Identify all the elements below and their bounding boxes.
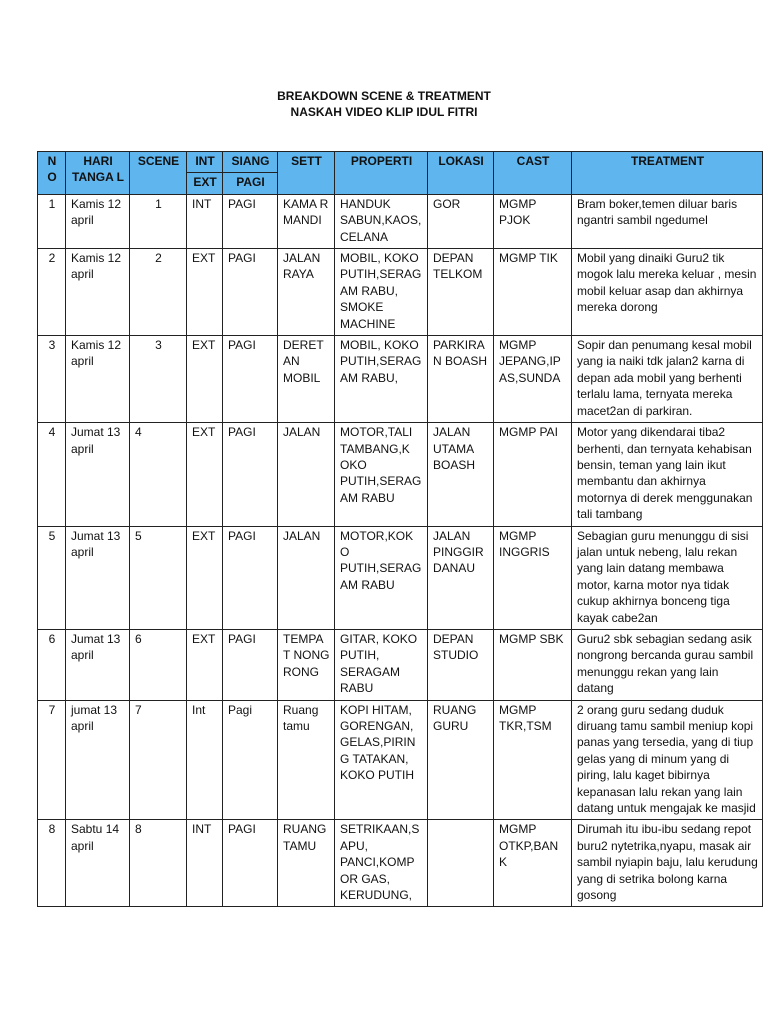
cell-properti: GITAR, KOKO PUTIH, SERAGAM RABU (335, 629, 428, 700)
cell-scene: 3 (130, 336, 187, 423)
cell-waktu: PAGI (223, 629, 278, 700)
cell-no: 4 (38, 423, 66, 526)
header-treatment: TREATMENT (572, 152, 763, 195)
cell-lokasi: GOR (428, 194, 494, 248)
breakdown-table (37, 151, 763, 907)
cell-scene: 1 (130, 194, 187, 248)
cell-sett: JALAN (278, 423, 335, 526)
cell-properti: HANDUK SABUN,KAOS, CELANA (335, 194, 428, 248)
title-line-1: BREAKDOWN SCENE & TREATMENT (277, 89, 491, 103)
cell-waktu: PAGI (223, 336, 278, 423)
cell-waktu: PAGI (223, 820, 278, 907)
cell-cast: MGMP PJOK (494, 194, 572, 248)
cell-properti: KOPI HITAM, GORENGAN, GELAS,PIRIN G TATAKAN, KOKO PUTIH (335, 700, 428, 820)
header-cast: CAST (494, 152, 572, 195)
cell-lokasi (428, 820, 494, 907)
cell-int-ext: EXT (187, 249, 223, 336)
cell-int-ext: EXT (187, 629, 223, 700)
cell-sett: DERET AN MOBIL (278, 336, 335, 423)
cell-scene: 8 (130, 820, 187, 907)
table-row (38, 423, 763, 526)
header-sett: SETT (278, 152, 335, 195)
cell-treatment: Mobil yang dinaiki Guru2 tik mogok lalu mereka keluar , mesin mobil keluar asap dan akhirnya mereka dorong (572, 249, 763, 336)
header-int: INT (187, 152, 223, 173)
cell-int-ext: EXT (187, 336, 223, 423)
cell-lokasi: DEPAN TELKOM (428, 249, 494, 336)
cell-cast: MGMP OTKP,BAN K (494, 820, 572, 907)
cell-int-ext: EXT (187, 526, 223, 629)
table-row (38, 700, 763, 820)
cell-properti: MOBIL, KOKO PUTIH,SERAG AM RABU, SMOKE MACHINE (335, 249, 428, 336)
cell-cast: MGMP TKR,TSM (494, 700, 572, 820)
title-line-2: NASKAH VIDEO KLIP IDUL FITRI (290, 105, 478, 119)
cell-hari-tanggal: jumat 13 april (66, 700, 130, 820)
cell-properti: MOBIL, KOKO PUTIH,SERAG AM RABU, (335, 336, 428, 423)
cell-properti: MOTOR,TALI TAMBANG,K OKO PUTIH,SERAG AM RABU (335, 423, 428, 526)
table-row (38, 336, 763, 423)
header-lokasi: LOKASI (428, 152, 494, 195)
cell-properti: MOTOR,KOK O PUTIH,SERAG AM RABU (335, 526, 428, 629)
table-row (38, 820, 763, 907)
table-body (38, 194, 763, 907)
cell-treatment: Dirumah itu ibu-ibu sedang repot buru2 nytetrika,nyapu, masak air sambil nyiapin baju, lalu kerudung yang di setrika bolong karna gosong (572, 820, 763, 907)
cell-scene: 6 (130, 629, 187, 700)
header-properti: PROPERTI (335, 152, 428, 195)
cell-waktu: PAGI (223, 526, 278, 629)
cell-cast: MGMP JEPANG,IP AS,SUNDA (494, 336, 572, 423)
cell-sett: KAMA R MANDI (278, 194, 335, 248)
cell-hari-tanggal: Jumat 13 april (66, 526, 130, 629)
cell-lokasi: JALAN UTAMA BOASH (428, 423, 494, 526)
cell-no: 7 (38, 700, 66, 820)
cell-int-ext: INT (187, 194, 223, 248)
document-title (0, 88, 768, 120)
cell-treatment: Motor yang dikendarai tiba2 berhenti, dan ternyata kehabisan bensin, teman yang lain ikut membantu dan akhirnya motornya di derek menggunakan tali tambang (572, 423, 763, 526)
cell-properti: SETRIKAAN,S APU, PANCI,KOMP OR GAS, KERUDUNG, (335, 820, 428, 907)
header-scene: SCENE (130, 152, 187, 195)
cell-int-ext: INT (187, 820, 223, 907)
cell-hari-tanggal: Sabtu 14 april (66, 820, 130, 907)
cell-scene: 7 (130, 700, 187, 820)
cell-lokasi: RUANG GURU (428, 700, 494, 820)
table-row (38, 629, 763, 700)
cell-scene: 4 (130, 423, 187, 526)
cell-treatment: Sebagian guru menunggu di sisi jalan untuk nebeng, lalu rekan yang lain datang membawa motor, karna motor nya tidak cukup akhirnya bonceng tiga kayak cabe2an (572, 526, 763, 629)
cell-treatment: Sopir dan penumang kesal mobil yang ia naiki tdk jalan2 karna di depan ada mobil yang berhenti terlalu lama, ternyata mereka macet2an di parkiran. (572, 336, 763, 423)
cell-treatment: 2 orang guru sedang duduk diruang tamu sambil meniup kopi panas yang tersedia, yang di tiup gelas yang di minum yang di piring, lalu kaget bibirnya kepanasan lalu rekan yang lain datang untuk mengajak ke masjid (572, 700, 763, 820)
header-hari-tanggal: HARI TANGA L (66, 152, 130, 195)
cell-cast: MGMP SBK (494, 629, 572, 700)
cell-cast: MGMP INGGRIS (494, 526, 572, 629)
cell-no: 1 (38, 194, 66, 248)
header-siang: SIANG (223, 152, 278, 173)
cell-lokasi: PARKIRA N BOASH (428, 336, 494, 423)
cell-int-ext: EXT (187, 423, 223, 526)
header-ext: EXT (187, 173, 223, 194)
cell-sett: JALAN RAYA (278, 249, 335, 336)
header-no: N O (38, 152, 66, 195)
cell-no: 2 (38, 249, 66, 336)
cell-waktu: PAGI (223, 423, 278, 526)
cell-scene: 5 (130, 526, 187, 629)
table-row (38, 526, 763, 629)
cell-waktu: PAGI (223, 249, 278, 336)
cell-treatment: Bram boker,temen diluar baris ngantri sambil ngedumel (572, 194, 763, 248)
header-pagi: PAGI (223, 173, 278, 194)
cell-hari-tanggal: Kamis 12 april (66, 336, 130, 423)
cell-scene: 2 (130, 249, 187, 336)
cell-sett: Ruang tamu (278, 700, 335, 820)
cell-cast: MGMP PAI (494, 423, 572, 526)
table-row (38, 249, 763, 336)
cell-int-ext: Int (187, 700, 223, 820)
cell-sett: RUANG TAMU (278, 820, 335, 907)
cell-treatment: Guru2 sbk sebagian sedang asik nongrong bercanda gurau sambil menunggu rekan yang lain datang (572, 629, 763, 700)
cell-hari-tanggal: Kamis 12 april (66, 249, 130, 336)
cell-waktu: PAGI (223, 194, 278, 248)
cell-no: 5 (38, 526, 66, 629)
cell-no: 3 (38, 336, 66, 423)
cell-hari-tanggal: Jumat 13 april (66, 629, 130, 700)
cell-lokasi: JALAN PINGGIR DANAU (428, 526, 494, 629)
header-row (38, 152, 763, 173)
cell-sett: TEMPA T NONG RONG (278, 629, 335, 700)
cell-hari-tanggal: Jumat 13 april (66, 423, 130, 526)
cell-lokasi: DEPAN STUDIO (428, 629, 494, 700)
cell-sett: JALAN (278, 526, 335, 629)
cell-hari-tanggal: Kamis 12 april (66, 194, 130, 248)
cell-no: 6 (38, 629, 66, 700)
cell-cast: MGMP TIK (494, 249, 572, 336)
cell-no: 8 (38, 820, 66, 907)
table-row (38, 194, 763, 248)
cell-waktu: Pagi (223, 700, 278, 820)
